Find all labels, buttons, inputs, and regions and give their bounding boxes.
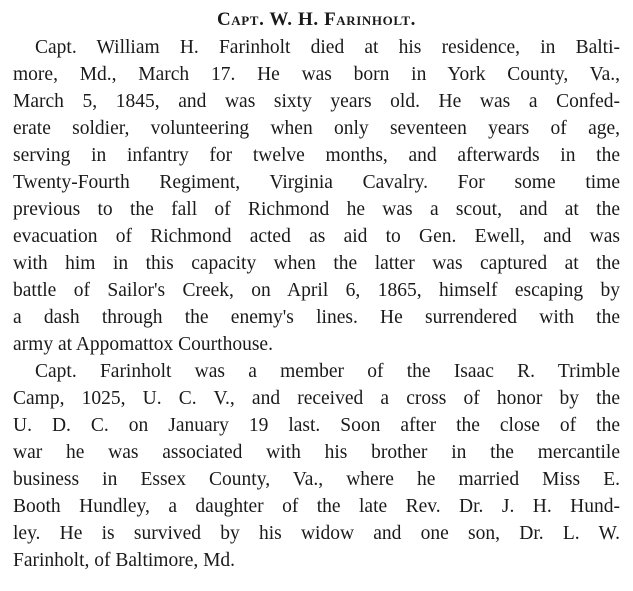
text-line: erate soldier, volunteering when only seventeen years of age, (13, 118, 620, 139)
text-line: Capt. Farinholt was a member of the Isaac R. Trimble (35, 361, 620, 382)
text-line: Camp, 1025, U. C. V., and received a cross of honor by the (13, 388, 620, 409)
text-line: previous to the fall of Richmond he was a scout, and at the (13, 199, 620, 220)
text-line: ley. He is survived by his widow and one son, Dr. L. W. (13, 523, 620, 544)
text-line: Booth Hundley, a daughter of the late Rev. Dr. J. H. Hund- (13, 496, 620, 517)
text-line: serving in infantry for twelve months, and afterwards in the (13, 145, 620, 166)
text-line: a dash through the enemy's lines. He surrendered with the (13, 307, 620, 328)
text-line: U. D. C. on January 19 last. Soon after the close of the (13, 415, 620, 436)
text-line: evacuation of Richmond acted as aid to Gen. Ewell, and was (13, 226, 620, 247)
text-line: with him in this capacity when the latter was captured at the (13, 253, 620, 274)
article-title: Capt. W. H. Farinholt. (216, 9, 417, 30)
text-line: more, Md., March 17. He was born in York County, Va., (13, 64, 620, 85)
text-line: Capt. William H. Farinholt died at his residence, in Balti- (35, 37, 620, 58)
text-line: March 5, 1845, and was sixty years old. He was a Confed- (13, 91, 620, 112)
text-line: army at Appomattox Courthouse. (13, 334, 273, 355)
text-line: business in Essex County, Va., where he married Miss E. (13, 469, 620, 490)
text-line: Twenty-Fourth Regiment, Virginia Cavalry. For some time (13, 172, 620, 193)
text-line: battle of Sailor's Creek, on April 6, 1865, himself escaping by (13, 280, 620, 301)
text-line: Farinholt, of Baltimore, Md. (13, 550, 236, 571)
text-line: war he was associated with his brother in the mercantile (13, 442, 620, 463)
